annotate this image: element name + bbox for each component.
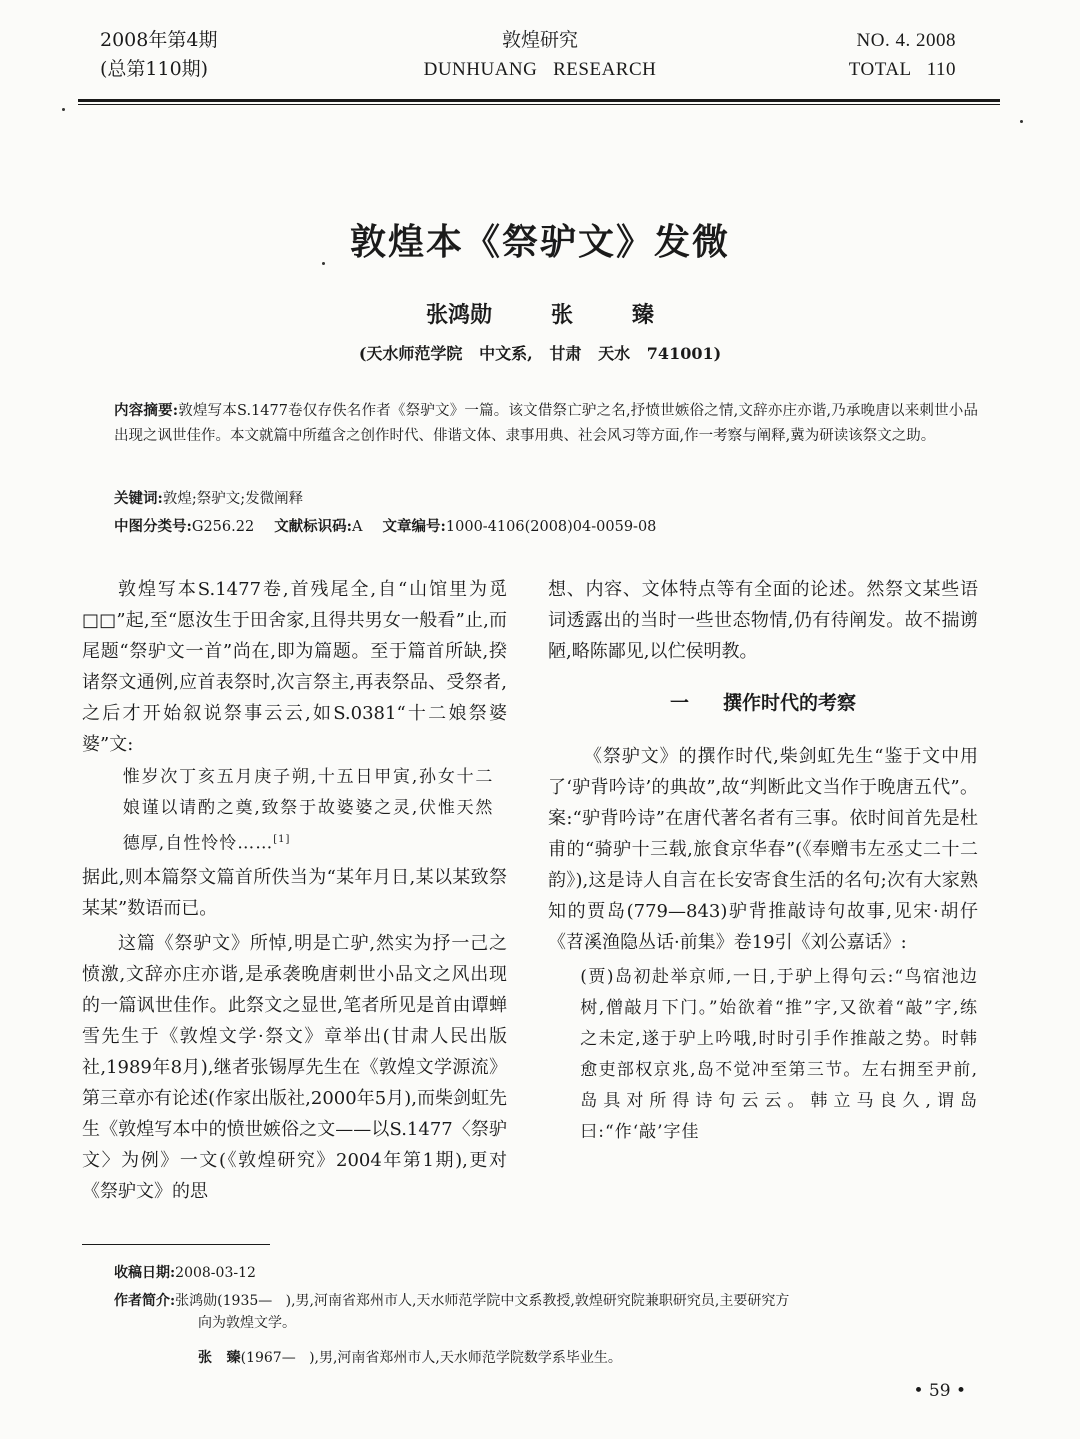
block-quote: (贾)岛初赴举京师,一日,于驴上得句云:“鸟宿池边树,僧敲月下门。”始欲着“推”字,又欲着“敲”字,练之未定,遂于驴上吟哦,时时引手作推敲之势。时韩愈吏部权京兆,岛不觉冲至第三节。左右拥至尹前,岛具对所得诗句云云。韩立马良久,谓岛曰:“作‘敲’字佳 xyxy=(580,967,978,1142)
article-no-label: 文章编号: xyxy=(382,518,446,535)
header-issue-line1: 2008年第4期 xyxy=(100,29,218,51)
author2-name: 张 臻 xyxy=(198,1350,241,1366)
abstract-text: 敦煌写本S.1477卷仅存佚名作者《祭驴文》一篇。该文借祭亡驴之名,抒愤世嫉俗之情,文辞亦庄亦谐,乃承晚唐以来刺世小品出现之讽世佳作。本文就篇中所蕴含之创作时代、俳谐文体、隶事用典、社会风习等方面,作一考察与阐释,冀为研读该祭文之助。 xyxy=(114,403,978,444)
section-title: 撰作时代的考察 xyxy=(723,692,857,714)
article-title: 敦煌本《祭驴文》发微 xyxy=(349,221,730,263)
body-column-left xyxy=(82,574,507,1207)
keywords-text: 敦煌;祭驴文;发微阐释 xyxy=(162,491,304,507)
author2-bio: (1967— ),男,河南省郑州市人,天水师范学院数学系毕业生。 xyxy=(240,1350,622,1366)
header-issue-line2: (总第110期) xyxy=(100,58,209,80)
footnote-author2 xyxy=(114,1347,1064,1369)
block-quote-text: 惟岁次丁亥五月庚子朔,十五日甲寅,孙女十二娘谨以请酌之奠,致祭于故婆婆之灵,伏惟天然德厚,自性怜怜…… xyxy=(122,767,494,854)
author1-bio-cont: 向为敦煌文学。 xyxy=(198,1315,296,1331)
footnote-received xyxy=(114,1262,980,1284)
abstract xyxy=(114,398,978,449)
keywords-label: 关键词: xyxy=(114,490,163,507)
author1-bio: 张鸿勋(1935— ),男,河南省郑州市人,天水师范学院中文系教授,敦煌研究院兼职研究员,主要研究方 xyxy=(175,1293,790,1309)
header-number-line2: TOTAL 110 xyxy=(848,59,956,80)
article-no-value: 1000-4106(2008)04-0059-08 xyxy=(445,519,657,535)
article-authors: 张鸿勋 张 臻 xyxy=(426,302,654,328)
header-number xyxy=(849,26,956,84)
author-label: 作者简介: xyxy=(114,1293,176,1309)
body-paragraph: 据此,则本篇祭文篇首所佚当为“某年月日,某以某致祭某某”数语而已。 xyxy=(82,866,507,919)
body-paragraph: 这篇《祭驴文》所悼,明是亡驴,然实为抒一己之愤激,文辞亦庄亦谐,是承袭晚唐刺世小品文之风出现的一篇讽世佳作。此祭文之显世,笔者所见是首由谭蝉雪先生于《敦煌文学·祭文》章举出(甘肃人民出版社,1989年8月),继者张锡厚先生在《敦煌文学源流》第三章亦有论述(作家出版社,2000年5月),而柴剑虹先生《敦煌写本中的愤世嫉俗之文——以S.1477〈祭驴文〉为例》一文(《敦煌研究》2004年第1期),更对《祭驴文》的思 xyxy=(82,932,507,1202)
body-paragraph: 想、内容、文体特点等有全面的论述。然祭文某些语词透露出的当时一些世态物情,仍有待阐发。故不揣谫陋,略陈鄙见,以伫侯明教。 xyxy=(548,579,978,662)
citation-ref: [1] xyxy=(273,834,291,845)
page-number: • 59 • xyxy=(913,1381,966,1401)
section-heading xyxy=(548,688,978,719)
header-journal-cn: 敦煌研究 xyxy=(501,29,578,51)
article-affiliation: (天水师范学院 中文系, 甘肃 天水 741001) xyxy=(358,344,722,363)
received-label: 收稿日期: xyxy=(114,1265,176,1281)
clc-label: 中图分类号: xyxy=(114,518,192,535)
keywords xyxy=(114,486,303,512)
received-date: 2008-03-12 xyxy=(175,1265,256,1281)
section-number: 一 xyxy=(669,692,689,714)
clc-value: G256.22 xyxy=(191,519,255,535)
body-paragraph: 《祭驴文》的撰作时代,柴剑虹先生“鉴于文中用了‘驴背吟诗’的典故”,故“判断此文当作于晚唐五代”。案:“驴背吟诗”在唐代著名者有三事。依时间首先是杜甫的“骑驴十三载,旅食京华春”(《奉赠韦左丞丈二十二韵》),这是诗人自言在长安寄食生活的名句;次有大家熟知的贾岛(779—843)驴背推敲诗句故事,见宋·胡仔《苕溪渔隐丛话·前集》卷19引《刘公嘉话》: xyxy=(548,746,978,953)
abstract-label: 内容摘要: xyxy=(114,402,179,419)
header-rule-thin xyxy=(78,104,1000,105)
footnote-rule xyxy=(82,1244,270,1245)
body-paragraph: 敦煌写本S.1477卷,首残尾全,自“山馆里为觅□□”起,至“愿汝生于田舍家,且得共男女一般看”止,而尾题“祭驴文一首”尚在,即为篇题。至于篇首所缺,揆诸祭文通例,应首表祭时,次言祭主,再表祭品、受祭者,之后才开始叙说祭事云云,如S.0381“十二娘祭婆婆”文: xyxy=(82,579,507,755)
header-number-line1: NO. 4. 2008 xyxy=(856,30,956,51)
classification xyxy=(114,514,656,540)
header-rule-thick xyxy=(78,99,1000,102)
scan-speck xyxy=(1020,120,1023,123)
header-journal-en: DUNHUANG RESEARCH xyxy=(423,59,657,80)
doc-code-label: 文献标识码: xyxy=(274,518,353,535)
body-column-right xyxy=(548,574,978,1148)
footnote-author xyxy=(114,1290,980,1334)
block-quote xyxy=(82,762,507,860)
scan-speck xyxy=(62,108,65,111)
doc-code-value: A xyxy=(352,519,363,535)
